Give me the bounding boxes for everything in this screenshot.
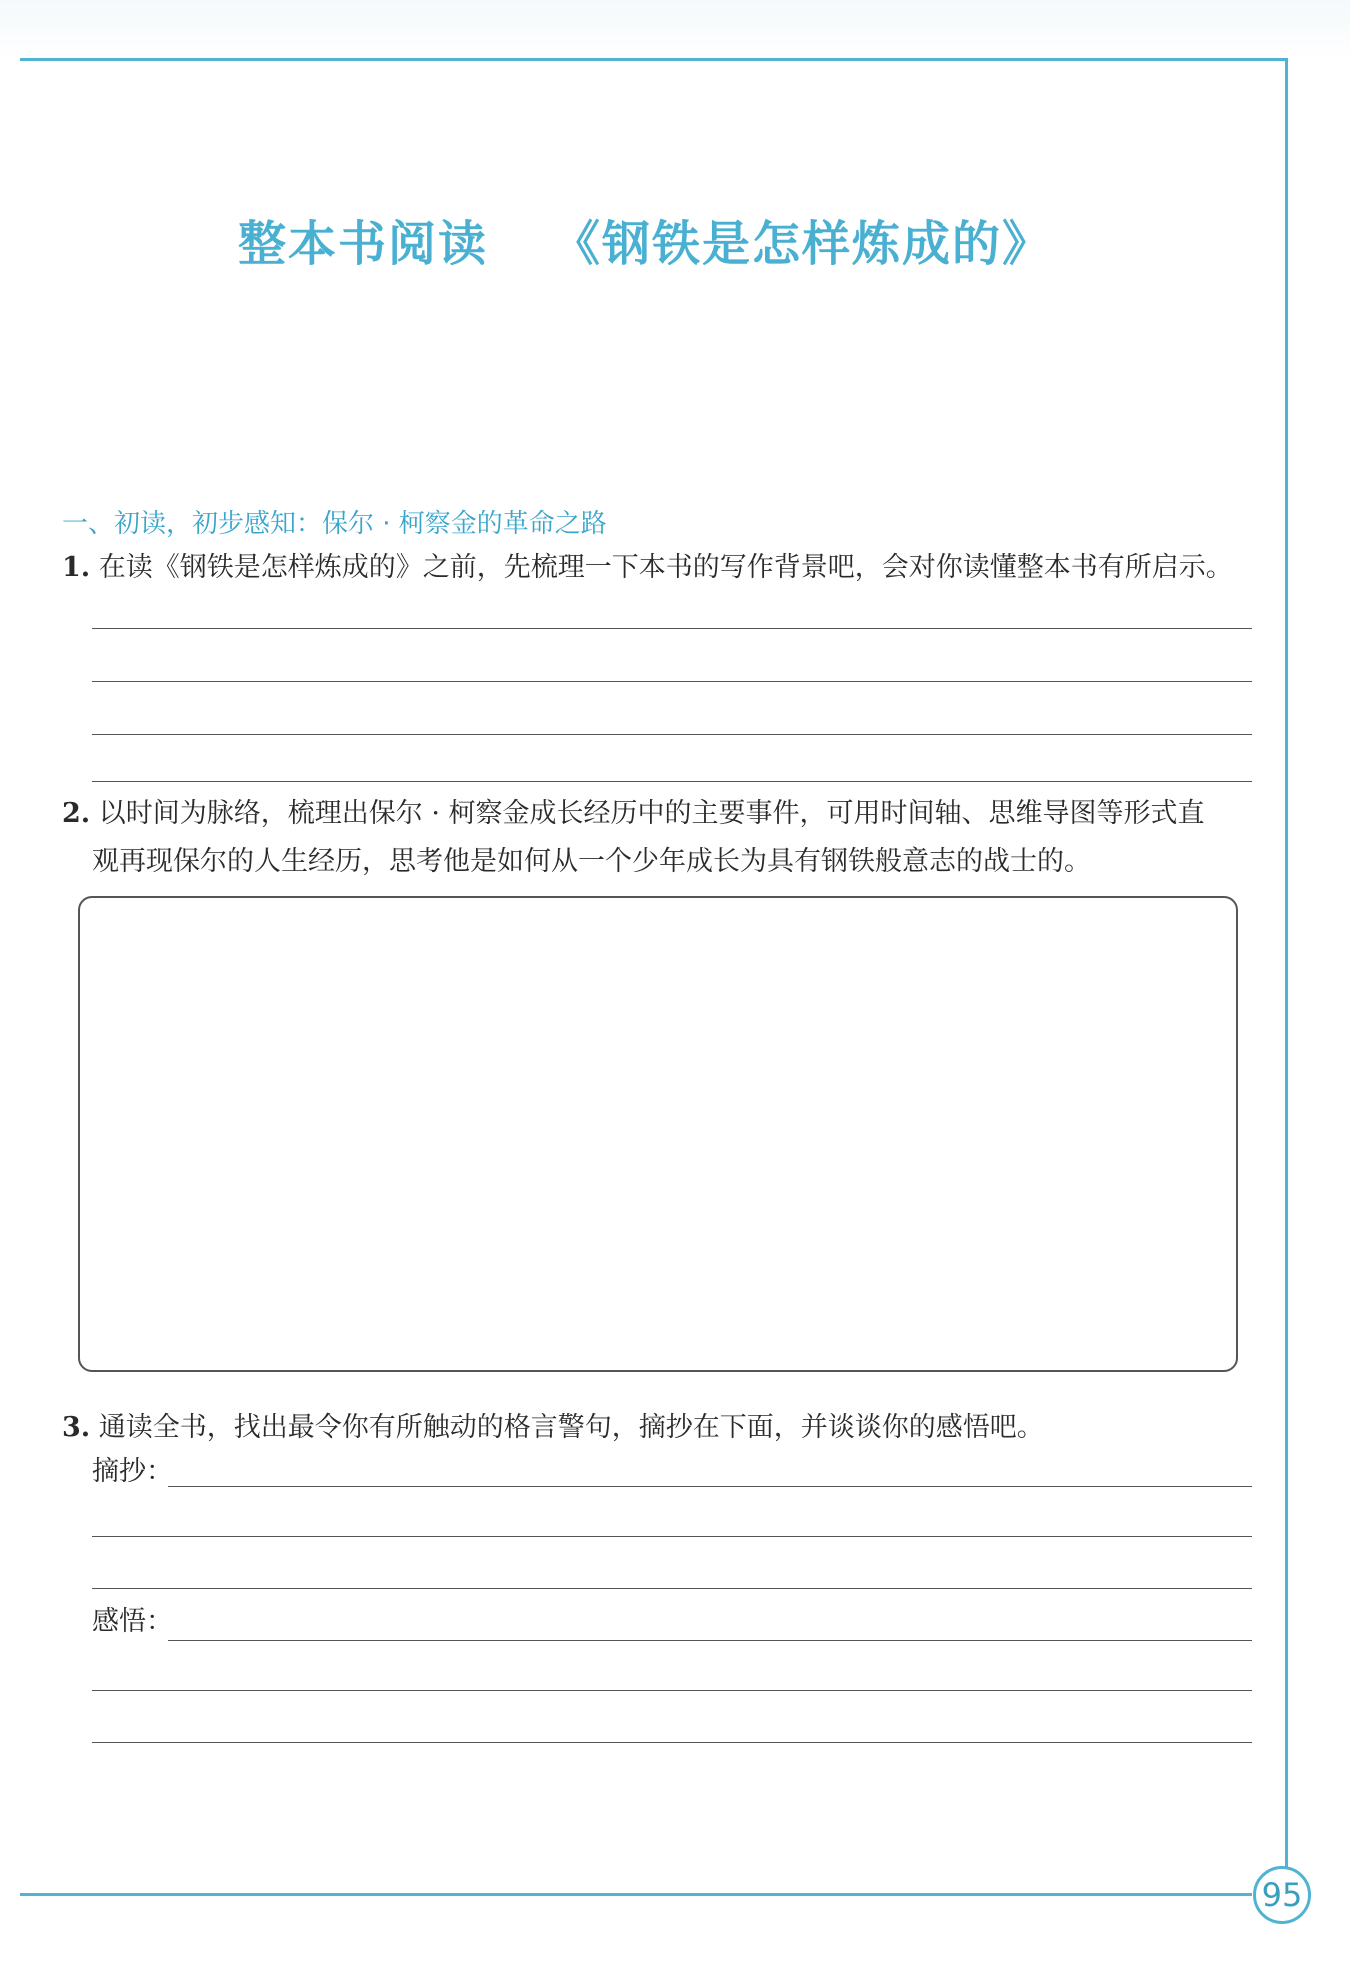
reflection-line[interactable]	[92, 1690, 1252, 1691]
excerpt-label: 摘抄：	[92, 1456, 173, 1487]
answer-box[interactable]	[78, 896, 1238, 1372]
question-2	[62, 790, 1205, 838]
question-1-text: 在读《钢铁是怎样炼成的》之前，先梳理一下本书的写作背景吧，会对你读懂整本书有所启示。	[98, 552, 1233, 583]
section-heading: 一、初读，初步感知：保尔 · 柯察金的革命之路	[62, 509, 607, 539]
question-3-text: 通读全书，找出最令你有所触动的格言警句，摘抄在下面，并谈谈你的感悟吧。	[98, 1412, 1044, 1443]
question-2-text-line-2: 观再现保尔的人生经历，思考他是如何从一个少年成长为具有钢铁般意志的战士的。	[92, 846, 1091, 877]
page-frame-bottom	[20, 1893, 1252, 1896]
excerpt-line[interactable]	[92, 1588, 1252, 1589]
reflection-label: 感悟：	[92, 1606, 173, 1637]
answer-line[interactable]	[92, 681, 1252, 682]
question-2-number: 2.	[62, 798, 91, 829]
title-part-2: 《钢铁是怎样炼成的》	[552, 216, 1053, 272]
top-band	[0, 0, 1350, 58]
page-title	[0, 205, 1290, 274]
question-2-text-line-1: 以时间为脉络，梳理出保尔 · 柯察金成长经历中的主要事件，可用时间轴、思维导图等形式直	[98, 798, 1205, 829]
question-1-number: 1.	[62, 552, 91, 583]
question-3	[62, 1404, 1044, 1452]
excerpt-line[interactable]	[168, 1486, 1252, 1487]
question-1	[62, 544, 1233, 592]
excerpt-line[interactable]	[92, 1536, 1252, 1537]
answer-line[interactable]	[92, 734, 1252, 735]
page-number: 95	[1253, 1866, 1311, 1924]
answer-line[interactable]	[92, 781, 1252, 782]
page-frame-top	[20, 58, 1288, 61]
answer-line[interactable]	[92, 628, 1252, 629]
title-part-1: 整本书阅读	[237, 216, 488, 272]
reflection-line[interactable]	[168, 1640, 1252, 1641]
reflection-line[interactable]	[92, 1742, 1252, 1743]
question-3-number: 3.	[62, 1412, 91, 1443]
page-frame-right	[1285, 58, 1288, 1880]
